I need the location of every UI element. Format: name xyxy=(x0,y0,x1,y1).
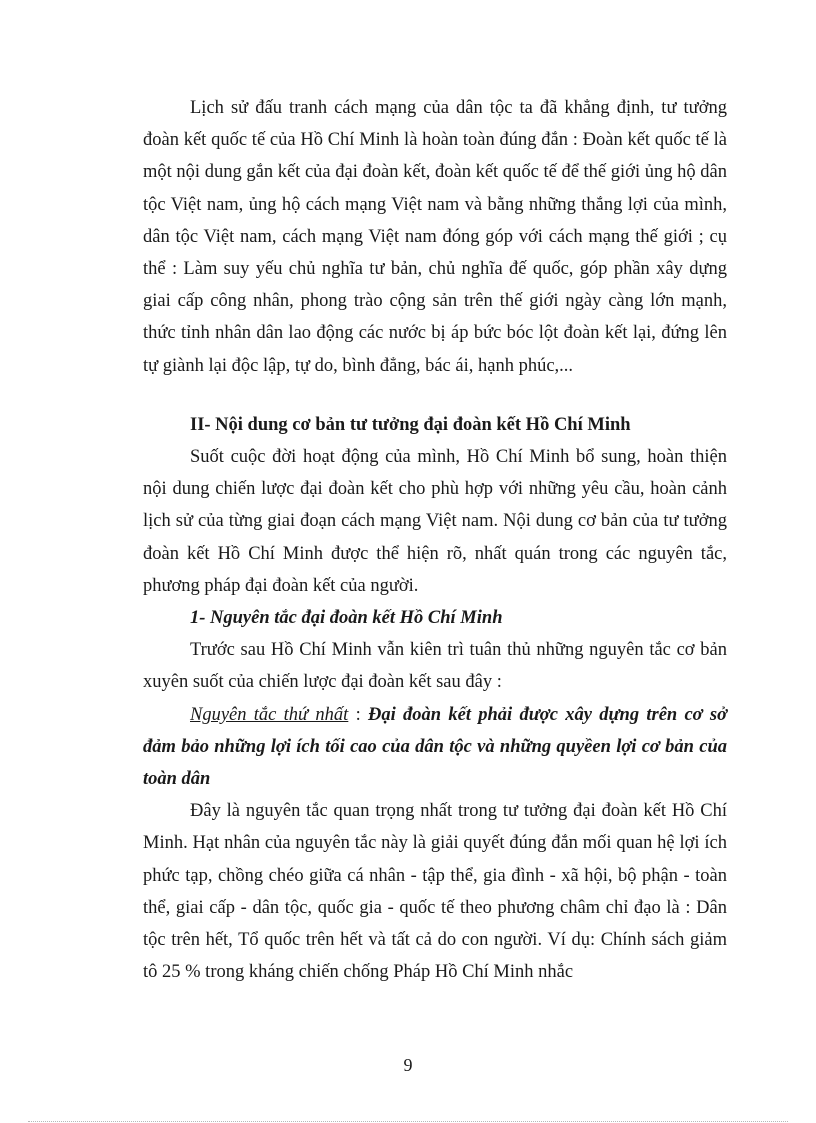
paragraph-principle-explanation: Đây là nguyên tắc quan trọng nhất trong tư tưởng đại đoàn kết Hồ Chí Minh. Hạt nhân của nguyên tắc này là giải quyết đúng đắn mối quan hệ lợi ích phức tạp, chồng chéo giữa cá nhân - tập thể, gia đình - xã hội, bộ phận - toàn thể, giai cấp - dân tộc, quốc gia - quốc tế theo phương châm chỉ đạo là : Dân tộc trên hết, Tổ quốc trên hết và tất cả do con người. Ví dụ: Chính sách giảm tô 25 % trong kháng chiến chống Pháp Hồ Chí Minh nhắc xyxy=(143,801,727,983)
principle-one-separator: : xyxy=(348,704,369,725)
section-heading: II- Nội dung cơ bản tư tưởng đại đoàn kết Hồ Chí Minh xyxy=(190,414,631,435)
document-body xyxy=(143,92,727,988)
paragraph-strategy-content: Suốt cuộc đời hoạt động của mình, Hồ Chí Minh bổ sung, hoàn thiện nội dung chiến lược đại đoàn kết cho phù hợp với những yêu cầu, hoàn cảnh lịch sử của từng giai đoạn cách mạng Việt nam. Nội dung cơ bản của tư tưởng đoàn kết Hồ Chí Minh được thể hiện rõ, nhất quán trong các nguyên tắc, phương pháp đại đoàn kết của người. xyxy=(143,447,727,596)
principle-one-label: Nguyên tắc thứ nhất xyxy=(190,704,349,725)
principle-one-text: Đại đoàn kết phải được xây dựng trên cơ sở đảm bảo những lợi ích tối cao của dân tộc và những quyềen lợi cơ bản của toàn dân xyxy=(143,704,728,790)
paragraph-principles-intro: Trước sau Hồ Chí Minh vẫn kiên trì tuân thủ những nguyên tắc cơ bản xuyên suốt của chiến lược đại đoàn kết sau đây : xyxy=(143,640,727,693)
paragraph-international-solidarity: Lịch sử đấu tranh cách mạng của dân tộc ta đã khẳng định, tư tưởng đoàn kết quốc tế của Hồ Chí Minh là hoàn toàn đúng đắn : Đoàn kết quốc tế là một nội dung gắn kết của đại đoàn kết, đoàn kết quốc tế để thế giới ủng hộ dân tộc Việt nam, ủng hộ cách mạng Việt nam và bằng những thắng lợi của mình, dân tộc Việt nam, cách mạng Việt nam đóng góp với cách mạng thế giới ; cụ thể : Làm suy yếu chủ nghĩa tư bản, chủ nghĩa đế quốc, góp phần xây dựng giai cấp công nhân, phong trào cộng sản trên thế giới ngày càng lớn mạnh, thức tỉnh nhân dân lao động các nước bị áp bức bóc lột đoàn kết lại, đứng lên tự giành lại độc lập, tự do, bình đẳng, bác ái, hạnh phúc,... xyxy=(143,98,727,376)
page-bottom-divider xyxy=(28,1121,788,1122)
subsection-heading: 1- Nguyên tắc đại đoàn kết Hồ Chí Minh xyxy=(190,608,503,629)
principle-one xyxy=(143,699,727,796)
page-number: 9 xyxy=(403,1055,413,1075)
